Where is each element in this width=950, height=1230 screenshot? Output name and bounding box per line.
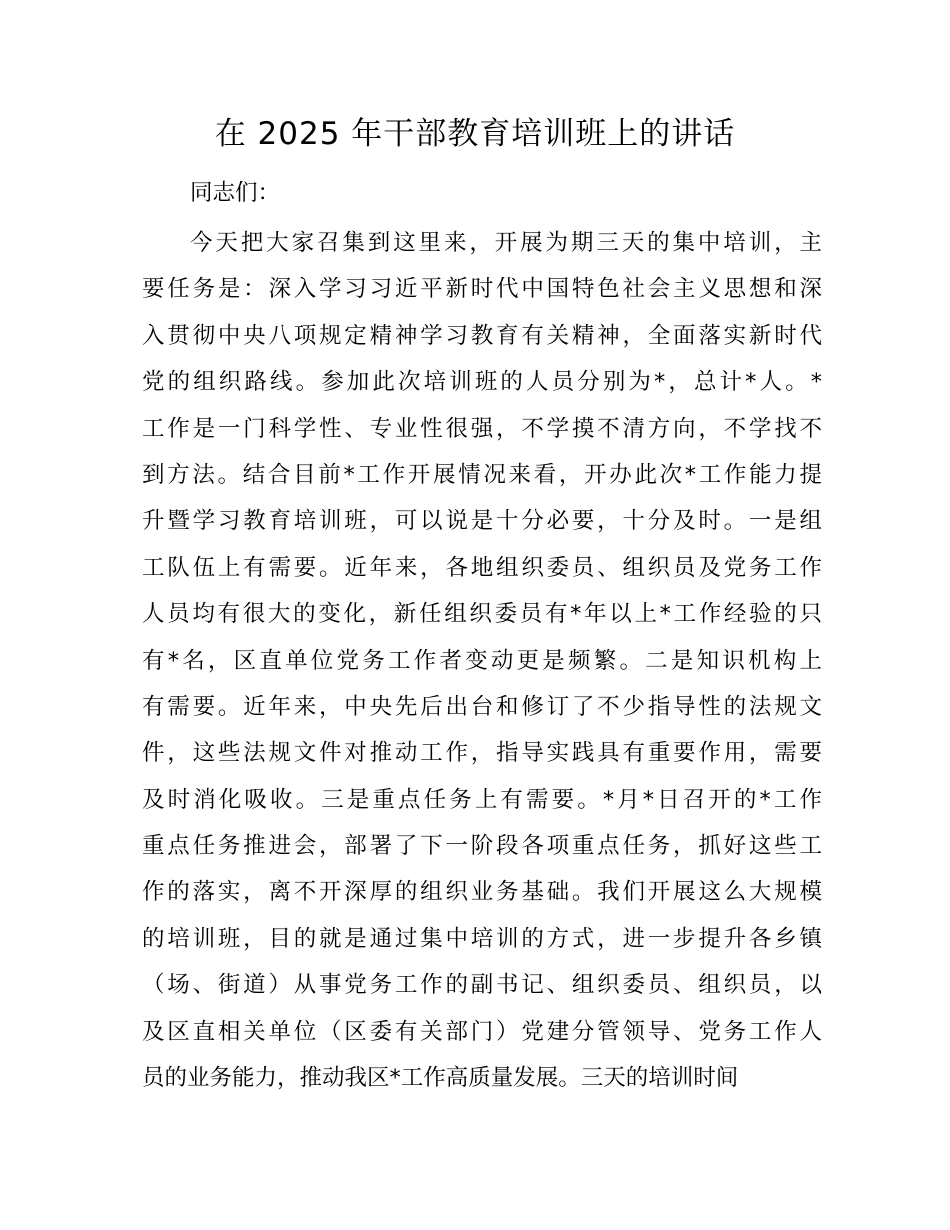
body-line: 党的组织路线。参加此次培训班的人员分别为*，总计*人。* <box>142 369 822 396</box>
body-line: 重点任务推进会，部署了下一阶段各项重点任务，抓好这些工 <box>142 833 822 860</box>
body-line: 员的业务能力，推动我区*工作高质量发展。三天的培训时间 <box>142 1065 739 1092</box>
body-line: 及时消化吸收。三是重点任务上有需要。*月*日召开的*工作 <box>142 786 822 813</box>
body-line: 有需要。近年来，中央先后出台和修订了不少指导性的法规文 <box>142 693 822 720</box>
salutation: 同志们： <box>190 180 281 206</box>
body-line: 人员均有很大的变化，新任组织委员有*年以上*工作经验的只 <box>142 601 822 628</box>
body-paragraph <box>142 220 822 1101</box>
body-line: 升暨学习教育培训班，可以说是十分必要，十分及时。一是组 <box>142 508 822 535</box>
body-line: 作的落实，离不开深厚的组织业务基础。我们开展这么大规模 <box>142 879 822 906</box>
body-line: 今天把大家召集到这里来，开展为期三天的集中培训，主 <box>190 230 822 256</box>
document-title: 在 2025 年干部教育培训班上的讲话 <box>214 116 736 152</box>
body-line: 要任务是：深入学习习近平新时代中国特色社会主义思想和深 <box>142 276 822 303</box>
body-line: （场、街道）从事党务工作的副书记、组织委员、组织员，以 <box>142 972 822 999</box>
body-line: 件，这些法规文件对推动工作，指导实践具有重要作用，需要 <box>142 740 822 767</box>
body-line: 有*名，区直单位党务工作者变动更是频繁。二是知识机构上 <box>142 647 822 674</box>
body-line: 到方法。结合目前*工作开展情况来看，开办此次*工作能力提 <box>142 461 822 488</box>
body-line: 及区直相关单位（区委有关部门）党建分管领导、党务工作人 <box>142 1018 822 1045</box>
body-line: 入贯彻中央八项规定精神学习教育有关精神，全面落实新时代 <box>142 322 822 349</box>
body-line: 工队伍上有需要。近年来，各地组织委员、组织员及党务工作 <box>142 554 822 581</box>
body-line: 工作是一门科学性、专业性很强，不学摸不清方向，不学找不 <box>142 415 822 442</box>
body-line: 的培训班，目的就是通过集中培训的方式，进一步提升各乡镇 <box>142 925 822 952</box>
